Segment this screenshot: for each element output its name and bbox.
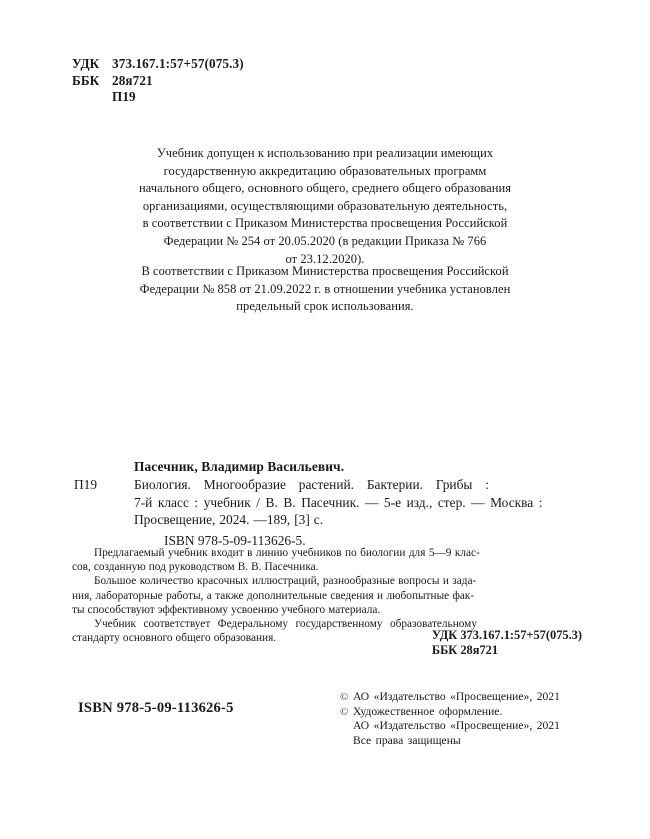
- shelf-code: П19: [74, 477, 98, 493]
- approval-line: предельный срок использования.: [236, 299, 414, 314]
- biblio-body: [72, 476, 582, 528]
- rights-reserved-text: Все права защищены: [353, 733, 461, 747]
- copyright-line: [340, 734, 560, 749]
- annotation-line: Большое количество красочных иллюстраций, разнообразные вопросы и зада-: [94, 575, 477, 588]
- annotation-line: стандарту основного общего образования.: [72, 632, 277, 645]
- bbk-label: ББК: [72, 72, 100, 88]
- approval-line: организациями, осуществляющими образовательную деятельность,: [142, 198, 508, 213]
- classification-row: [72, 56, 244, 73]
- copyright-icon: ©: [340, 705, 349, 718]
- copyright-line: [340, 690, 560, 705]
- approval-statement-term: [72, 263, 578, 316]
- bbk-repeat: ББК 28я721: [431, 643, 499, 658]
- copyright-icon: ©: [340, 691, 349, 703]
- approval-line: от 23.12.2020).: [285, 251, 365, 266]
- approval-line: В соответствии с Приказом Министерства просвещения Российской: [141, 264, 509, 278]
- annotation-paragraph: [72, 546, 584, 574]
- shelf-code-value: П19: [112, 89, 136, 104]
- udk-repeat: УДК 373.167.1:57+57(075.3): [431, 628, 582, 642]
- annotation-line: ния, лабораторные работы, а также дополнительные сведения и любопытные фак-: [72, 589, 475, 602]
- author-name: Пасечник, Владимир Васильевич.: [134, 459, 345, 474]
- approval-line: Учебник допущен к использованию при реализации имеющих: [156, 146, 494, 160]
- udk-value: 373.167.1:57+57(075.3): [112, 56, 244, 71]
- copyright-text: АО «Издательство «Просвещение», 2021: [353, 719, 560, 733]
- classification-row: [72, 73, 244, 90]
- annotation-line: ты способствуют эффективному усвоению учебного материала.: [72, 603, 381, 616]
- bbk-value: 28я721: [112, 72, 153, 88]
- approval-line: государственную аккредитацию образовательных программ: [163, 163, 487, 178]
- biblio-line: Просвещение, 2024. —189, [3] с.: [134, 512, 324, 528]
- biblio-title-lines: [134, 476, 582, 528]
- approval-line: начального общего, основного общего, среднего общего образования: [138, 181, 512, 196]
- classification-block-repeat: [432, 628, 582, 659]
- isbn-record: ISBN 978-5-09-113626-5.: [164, 532, 306, 548]
- annotation-line: Учебник соответствует Федеральному государственному образовательному: [94, 618, 477, 631]
- copyright-text: АО «Издательство «Просвещение», 2021: [353, 690, 560, 703]
- udk-label: УДК: [72, 56, 100, 71]
- copyright-block: [340, 690, 560, 748]
- approval-line: в соответствии с Приказом Министерства просвещения Российской: [142, 216, 508, 231]
- approval-line: Федерации № 254 от 20.05.2020 (в редакции Приказа № 766: [163, 233, 487, 248]
- annotation-paragraph: [72, 574, 584, 617]
- bibliographic-record: [72, 458, 582, 549]
- copyright-line: [340, 719, 560, 734]
- biblio-line: Биология. Многообразие растений. Бактерии. Грибы :: [134, 477, 489, 493]
- annotation-line: Предлагаемый учебник входит в линию учебников по биологии для 5—9 клас-: [94, 547, 480, 559]
- isbn-bottom: ISBN 978-5-09-113626-5: [78, 700, 234, 716]
- approval-statement-primary: [72, 145, 578, 268]
- copyright-line: [340, 705, 560, 720]
- classification-block-top: [72, 56, 244, 106]
- copyright-text: Художественное оформление.: [353, 704, 503, 718]
- annotation-line: сов, созданную под руководством В. В. Пасечника.: [72, 561, 319, 574]
- approval-line: Федерации № 858 от 21.09.2022 г. в отношении учебника установлен: [139, 281, 511, 296]
- classification-row: [72, 89, 244, 106]
- biblio-line: 7-й класс : учебник / В. В. Пасечник. — 5-е изд., стер. — Москва :: [134, 494, 543, 510]
